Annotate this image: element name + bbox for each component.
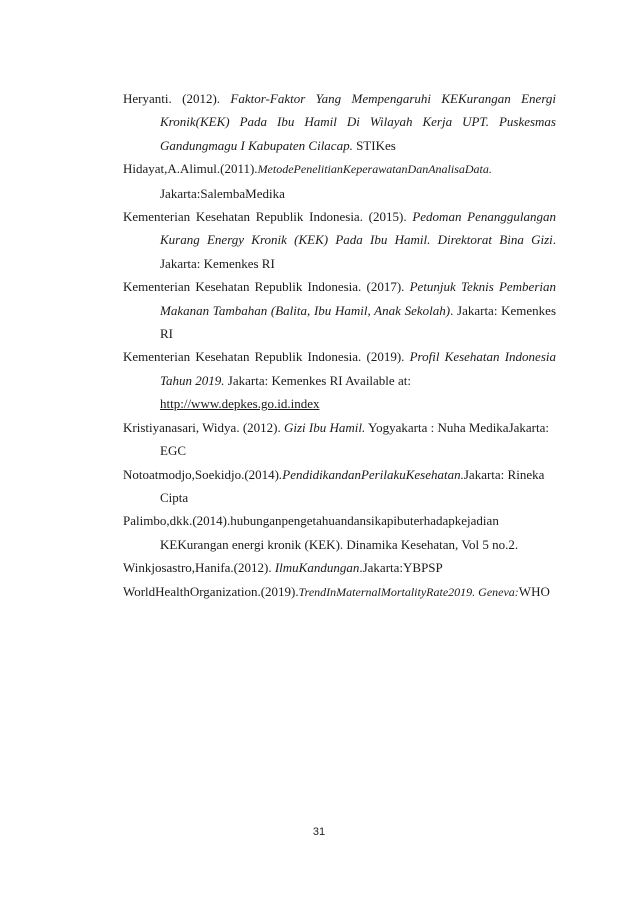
reference-publisher: STIKes: [352, 137, 396, 153]
reference-publisher: WHO: [518, 583, 550, 599]
reference-title: Gizi Ibu Hamil.: [283, 419, 366, 435]
reference-author: Hidayat,A.Alimul.(2011).: [123, 161, 258, 177]
reference-publisher: Yogyakarta : Nuha MedikaJakarta: EGC: [160, 419, 549, 459]
reference-title: .PendidikandanPerilakuKesehatan.: [279, 466, 464, 482]
reference-publisher: . Jakarta: Kemenkes RI: [160, 302, 557, 342]
reference-list: [123, 87, 556, 604]
reference-title: Faktor-Faktor Yang Mempengaruhi KEKurangan Energi Kronik(KEK) Pada Ibu Hamil Di Wilayah Kerja UPT. Puskesmas Gandungmagu I Kabupaten Cilacap.: [160, 91, 557, 153]
reference-title: MetodePenelitianKeperawatanDanAnalisaData.: [257, 162, 492, 177]
reference-who: [123, 580, 556, 604]
reference-author: Heryanti. (2012).: [123, 91, 231, 106]
reference-kemenkes-2015: [123, 205, 556, 275]
reference-hidayat: [123, 157, 556, 205]
reference-title: Profil Kesehatan Indonesia Tahun 2019.: [160, 349, 556, 388]
reference-link[interactable]: http://www.depkes.go.id.index: [160, 396, 320, 412]
reference-publisher: Jakarta:SalembaMedika: [160, 185, 285, 201]
reference-notoatmodjo: [123, 463, 556, 510]
reference-title: TrendInMaternalMortalityRate2019. Geneva:: [298, 584, 519, 599]
reference-heryanti: [123, 87, 556, 157]
reference-winkjosastro: [123, 556, 556, 579]
reference-palimbo: [123, 509, 556, 556]
reference-publisher: .Jakarta:YBPSP: [359, 560, 443, 576]
reference-author: Notoatmodjo,Soekidjo.(2014): [123, 466, 279, 482]
reference-kemenkes-2019: [123, 345, 556, 415]
reference-text: Palimbo,dkk.(2014).hubunganpengetahuandansikapibuterhadapkejadian KEKurangan energi kronik (KEK). Dinamika Kesehatan, Vol 5 no.2.: [123, 513, 519, 552]
reference-author: Kristiyanasari, Widya. (2012).: [123, 419, 284, 435]
reference-title: Petunjuk Teknis Pemberian Makanan Tambahan (Balita, Ibu Hamil, Anak Sekolah): [160, 279, 556, 318]
reference-author: Kementerian Kesehatan Republik Indonesia. (2019).: [123, 349, 410, 365]
reference-publisher: Jakarta: Kemenkes RI Available at:: [224, 372, 411, 388]
reference-author: WorldHealthOrganization.(2019).: [123, 583, 299, 599]
reference-title: Pedoman Penanggulangan Kurang Energy Kronik (KEK) Pada Ibu Hamil. Direktorat Bina Gizi: [160, 209, 557, 248]
reference-title: IlmuKandungan: [274, 560, 360, 576]
reference-author: Winkjosastro,Hanifa.(2012).: [123, 560, 275, 576]
reference-kristiyanasari: [123, 416, 556, 463]
reference-kemenkes-2017: [123, 275, 556, 345]
reference-publisher: Jakarta: Rineka Cipta: [160, 466, 545, 505]
reference-author: Kementerian Kesehatan Republik Indonesia. (2017).: [123, 279, 410, 295]
reference-author: Kementerian Kesehatan Republik Indonesia. (2015).: [123, 209, 413, 225]
page-number: 31: [312, 826, 326, 838]
reference-publisher: . Jakarta: Kemenkes RI: [160, 232, 556, 271]
